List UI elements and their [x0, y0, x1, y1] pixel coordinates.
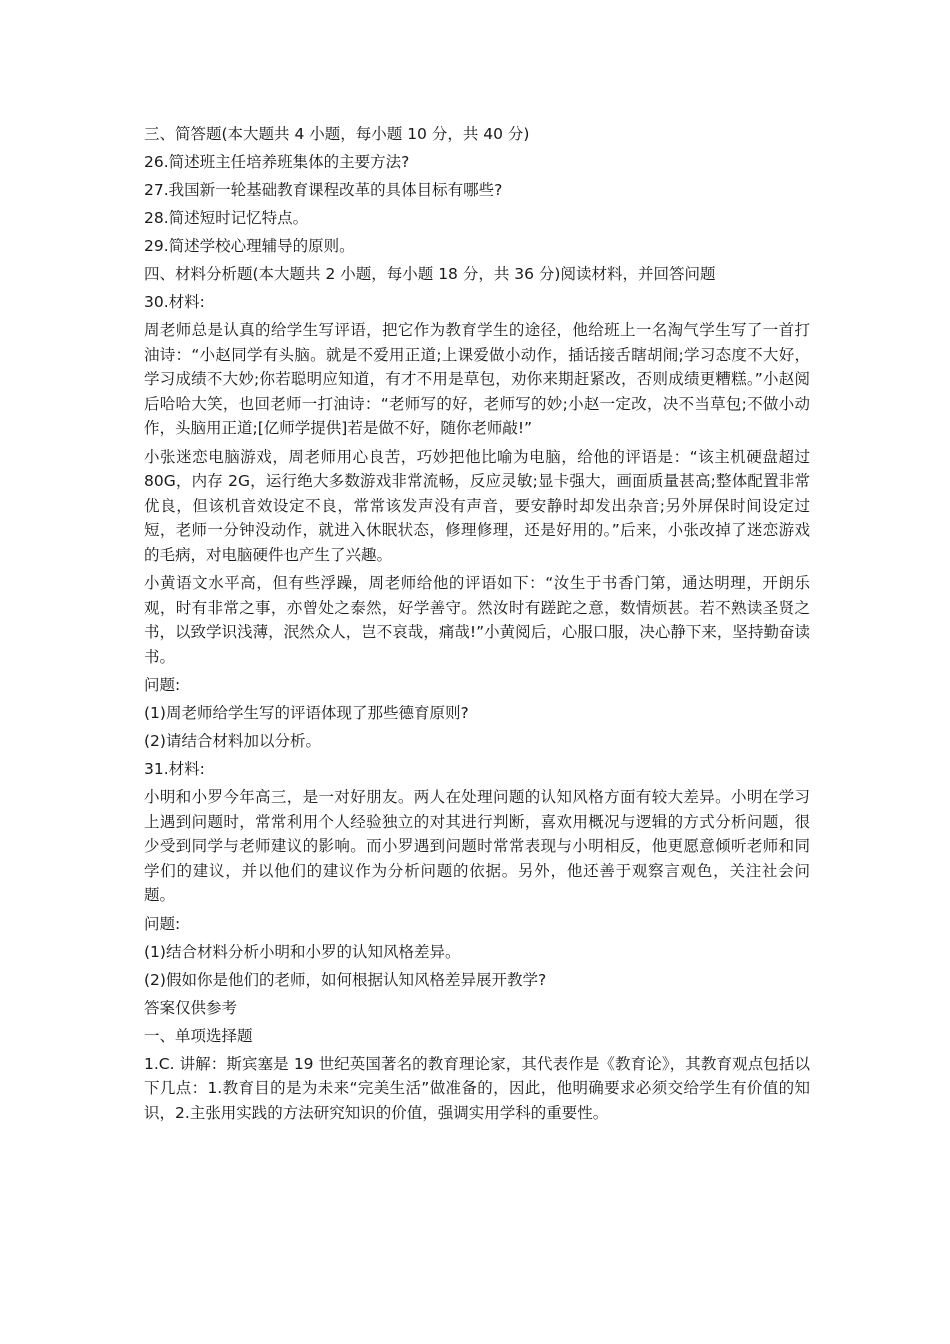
question-31-label: 31.材料:	[144, 760, 205, 778]
question-30-material-paragraph-3: 小黄语文水平高，但有些浮躁，周老师给他的评语如下：“汝生于书香门第，通达明理，开朗乐观，时有非常之事，亦曾处之泰然，好学善守。然汝时有蹉跎之意，数情烦甚。若不熟读圣贤之书，以致学识浅薄，泯然众人，岂不哀哉，痛哉!”小黄阅后，心服口服，决心静下来，坚持勤奋读书。	[144, 574, 810, 666]
section-3-heading: 三、简答题(本大题共 4 小题，每小题 10 分，共 40 分)	[144, 125, 530, 143]
answer-1-explanation: 1.C. 讲解：斯宾塞是 19 世纪英国著名的教育理论家，其代表作是《教育论》，其教育观点包括以下几点：1.教育目的是为未来“完美生活”做准备的，因此，他明确要求必须交给学生有价值的知识，2.主张用实践的方法研究知识的价值，强调实用学科的重要性。	[144, 1054, 810, 1122]
answer-section-1-heading: 一、单项选择题	[144, 1026, 253, 1045]
question-31-material-paragraph: 小明和小罗今年高三，是一对好朋友。两人在处理问题的认知风格方面有较大差异。小明在学习上遇到问题时，常常利用个人经验独立的对其进行判断，喜欢用概况与逻辑的方式分析问题，很少受到同学与老师建议的影响。而小罗遇到问题时常常表现与小明相反，他更愿意倾听老师和同学们的建议，并以他们的建议作为分析问题的依据。另外，他还善于观察言观色，关注社会问题。	[144, 788, 810, 904]
question-29: 29.简述学校心理辅导的原则。	[144, 237, 355, 255]
question-27: 27.我国新一轮基础教育课程改革的具体目标有哪些?	[144, 181, 503, 199]
question-30-sub-2: (2)请结合材料加以分析。	[144, 732, 321, 750]
question-30-sub-1: (1)周老师给学生写的评语体现了那些德育原则?	[144, 704, 469, 722]
question-26: 26.简述班主任培养班集体的主要方法?	[144, 153, 410, 171]
question-31-sub-1: (1)结合材料分析小明和小罗的认知风格差异。	[144, 942, 461, 961]
answer-heading: 答案仅供参考	[144, 998, 238, 1017]
document-page	[144, 122, 810, 1129]
question-31-question-label: 问题:	[144, 914, 181, 933]
question-30-question-label: 问题:	[144, 676, 181, 694]
question-30-label: 30.材料:	[144, 293, 205, 311]
question-30-material-paragraph-2: 小张迷恋电脑游戏，周老师用心良苦，巧妙把他比喻为电脑，给他的评语是：“该主机硬盘超过 80G，内存 2G，运行绝大多数游戏非常流畅，反应灵敏;显卡强大，画面质量甚高;整体配置非常优良，但该机音效设定不良，常常该发声没有声音，要安静时却发出杂音;另外屏保时间设定过短，老师一分钟没动作，就进入休眠状态，修理修理，还是好用的。”后来，小张改掉了迷恋游戏的毛病，对电脑硬件也产生了兴趣。	[144, 447, 810, 564]
section-4-heading: 四、材料分析题(本大题共 2 小题，每小题 18 分，共 36 分)阅读材料，并回答问题	[144, 265, 716, 283]
question-31-sub-2: (2)假如你是他们的老师，如何根据认知风格差异展开教学?	[144, 970, 547, 989]
question-28: 28.简述短时记忆特点。	[144, 209, 309, 227]
question-30-material-paragraph-1: 周老师总是认真的给学生写评语，把它作为教育学生的途径，他给班上一名淘气学生写了一首打油诗：“小赵同学有头脑。就是不爱用正道;上课爱做小动作，插话接舌瞎胡闹;学习态度不大好，学习成绩不大妙;你若聪明应知道，有才不用是草包，劝你来期赶紧改，否则成绩更糟糕。”小赵阅后哈哈大笑，也回老师一打油诗：“老师写的好，老师写的妙;小赵一定改，决不当草包;不做小动作，头脑用正道;[亿师学提供]若是做不好，随你老师敲!”	[144, 321, 810, 437]
